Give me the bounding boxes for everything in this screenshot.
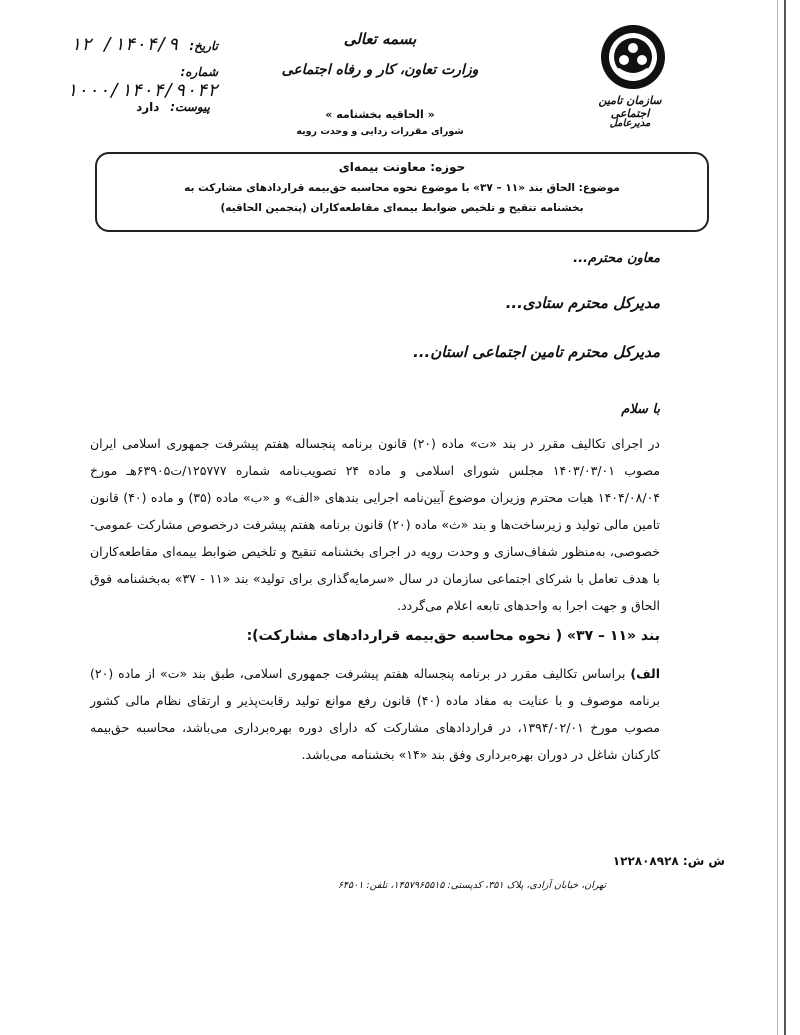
circular-label: « الحاقیه بخشنامه » bbox=[325, 108, 435, 121]
date-field bbox=[70, 34, 218, 55]
ceo-title: مدیرعامل bbox=[609, 118, 651, 129]
salutation-hq-director: مدیرکل محترم ستادی... bbox=[505, 294, 660, 312]
council-name: شورای مقررات زدایی و وحدت رویه bbox=[296, 126, 464, 137]
number-value: ۱۰۰۰/۱۴۰۴/۹۰۴۲ bbox=[66, 80, 218, 101]
clause-lead: الف) bbox=[630, 666, 660, 681]
scan-edge-line bbox=[784, 0, 786, 1035]
greeting: با سلام bbox=[621, 402, 660, 417]
body-paragraph-1: در اجرای تکالیف مقرر در بند «ت» ماده (۲۰) قانون برنامه پنجساله هفتم پیشرفت جمهوری اسلامی ایران مصوب ۱۴۰۳/۰۳/۰۱ مجلس شورای اسلامی و ماده ۲۴ تصویب‌نامه شماره ۱۲۵۷۷۷/ت۶۳۹۰۵هـ مورخ ۱۴۰۴/۰۸/۰۴ هیات محترم وزیران موضوع آیین‌نامه اجرایی بندهای «الف» و «ب» ماده (۳۵) و ماده (۴۰) قانون تامین مالی تولید و زیرساخت‌ها و بند «ث» ماده (۲۰) قانون برنامه هفتم پیشرفت درخصوص مشارکت عمومی-خصوصی، به‌منظور شفاف‌سازی و وحدت رویه در اجرای بخشنامه تنقیح و تلخیص ضوابط بیمه‌ای مقاطعه‌کاران با هدف تعامل با شرکای اجتماعی سازمان در سال «سرمایه‌گذاری برای تولید» بند «۱۱ - ۳۷» به‌بخشنامه فوق الحاق و جهت اجرا به واحدهای تابعه اعلام می‌گردد. bbox=[90, 436, 661, 613]
organization-logo-icon bbox=[598, 22, 668, 92]
number-label: شماره: bbox=[180, 65, 218, 79]
salutation-deputy: معاون محترم... bbox=[573, 251, 660, 266]
attachment-value: دارد bbox=[136, 100, 160, 114]
scan-edge-shadow bbox=[777, 0, 778, 1035]
subject-area: حوزه: معاونت بیمه‌ای bbox=[338, 160, 466, 174]
date-label: تاریخ: bbox=[189, 39, 218, 53]
organization-name: سازمان تامین اجتماعی bbox=[598, 94, 662, 120]
subject-line-1: موضوع: الحاق بند «۱۱ – ۳۷» با موضوع نحوه محاسبه حق‌بیمه قراردادهای مشارکت به bbox=[184, 182, 620, 194]
bismillah: بسمه تعالی bbox=[343, 30, 417, 48]
ministry-name: وزارت تعاون، کار و رفاه اجتماعی bbox=[281, 62, 479, 78]
body-paragraph-2 bbox=[90, 660, 660, 768]
subject-line-2: بخشنامه تنقیح و تلخیص ضوابط بیمه‌ای مقاطعه‌کاران (پنجمین الحاقیه) bbox=[220, 202, 584, 214]
attachment-label: پیوست: bbox=[170, 100, 210, 114]
address: تهران، خیابان آزادی، پلاک ۳۵۱، کدپستی: ۱۴۵۷۹۶۵۵۱۵، تلفن: ۶۴۵۰۱ bbox=[337, 880, 607, 891]
clause-text: براساس تکالیف مقرر در برنامه پنجساله هفتم پیشرفت جمهوری اسلامی، طبق بند «ت» از ماده (۲۰) برنامه موصوف و با عنایت به مفاد ماده (۴۰) قانون رفع موانع تولید رقابت‌پذیر و ارتقای نظام مالی کشور مصوب مورخ ۱۳۹۴/۰۲/۰۱، در قراردادهای مشارکت که دارای دوره بهره‌برداری می‌باشد، محاسبه حق‌بیمه کارکنان شاغل در دوران بهره‌برداری وفق بند «۱۴» بخشنامه می‌باشد. bbox=[90, 666, 660, 762]
date-value: ۱۴۰۴/۹/ ۱۲ bbox=[70, 34, 179, 55]
attachment-field bbox=[70, 97, 210, 115]
salutation-province-director: مدیرکل محترم تامین اجتماعی استان... bbox=[413, 343, 660, 361]
clause-heading: بند «۱۱ – ۳۷» ( نحوه محاسبه حق‌بیمه قراردادهای مشارکت): bbox=[246, 628, 660, 644]
subject-box bbox=[95, 152, 709, 232]
number-field bbox=[66, 62, 218, 101]
tracking-number: ش ش: ۱۲۲۸۰۸۹۲۸ bbox=[612, 854, 725, 868]
